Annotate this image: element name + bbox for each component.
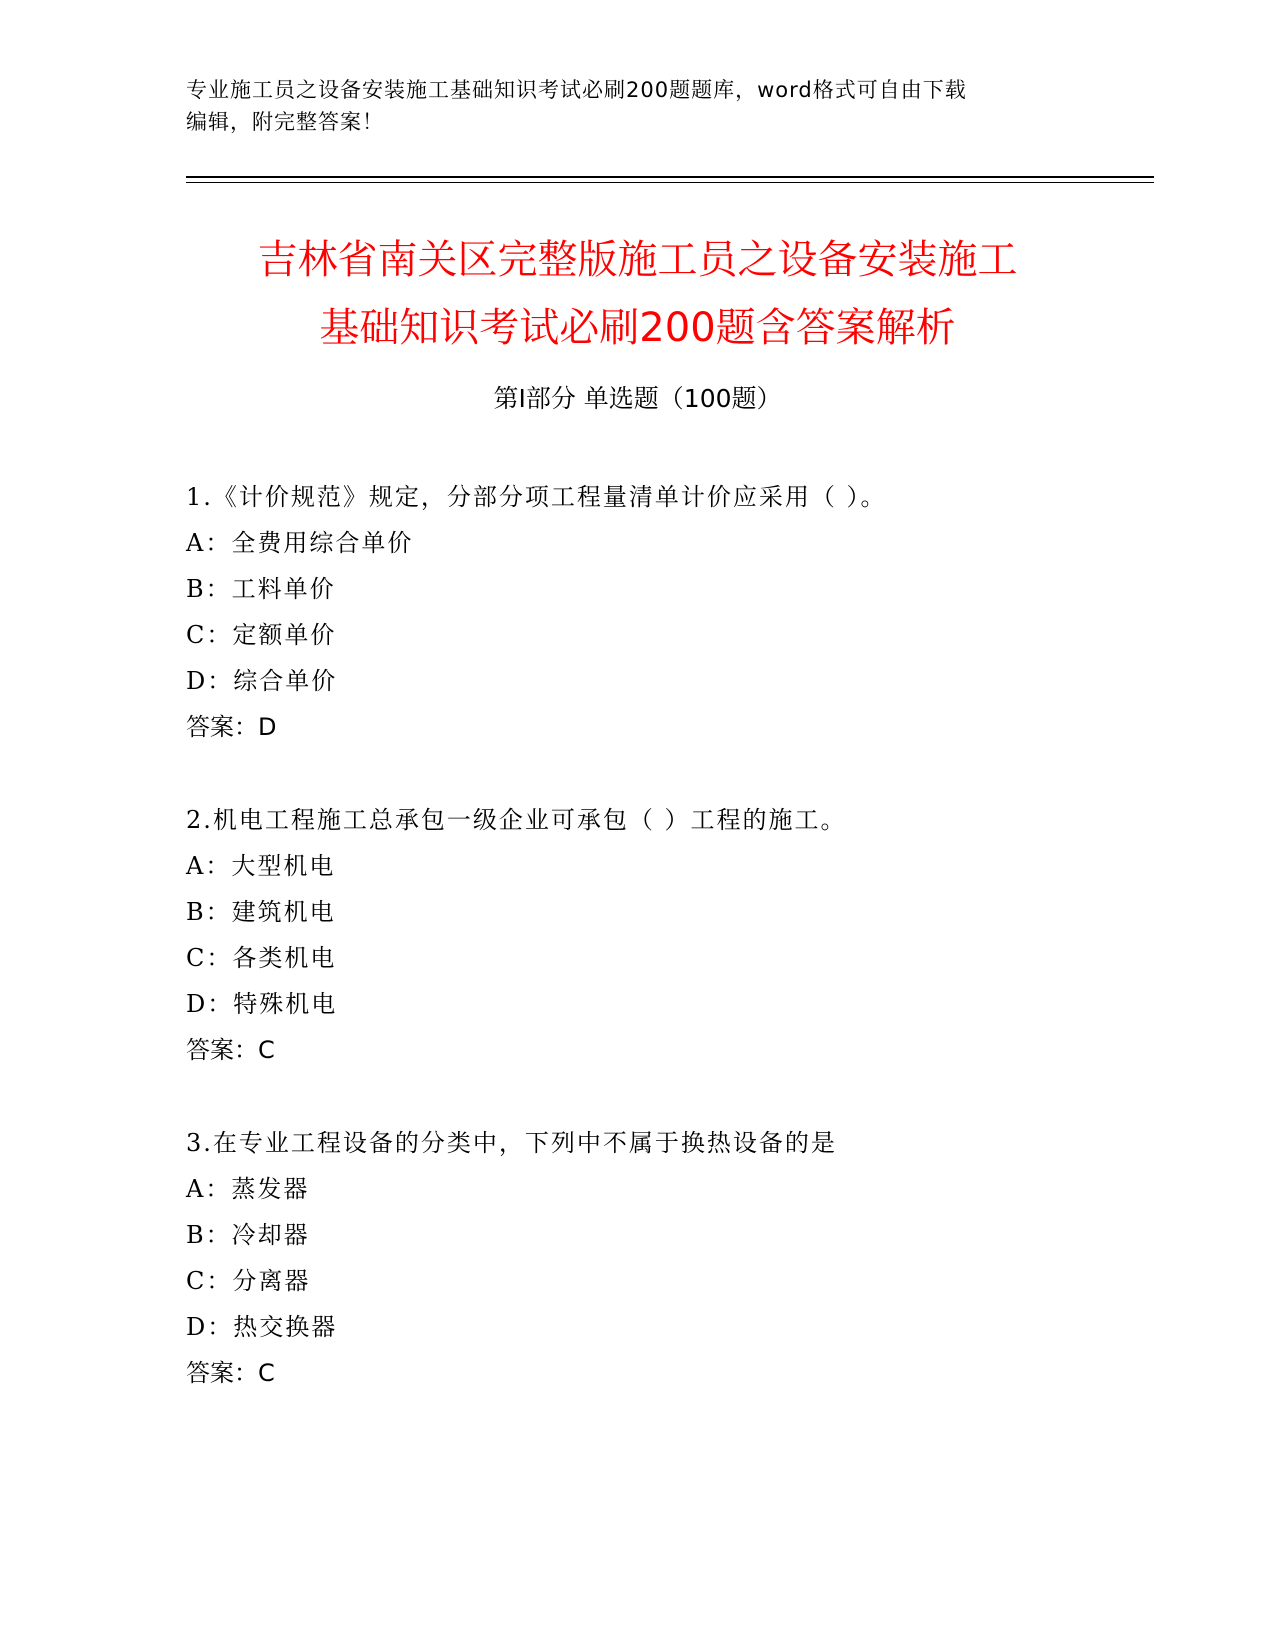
header-note bbox=[186, 74, 1066, 138]
document-title-line-2: 基础知识考试必刷200题含答案解析 bbox=[319, 305, 956, 351]
question-stem: 3.在专业工程设备的分类中，下列中不属于换热设备的是 bbox=[186, 1129, 837, 1157]
question-stem: 1.《计价规范》规定，分部分项工程量清单计价应采用（ ）。 bbox=[186, 483, 887, 511]
question-2 bbox=[186, 797, 1146, 1073]
section-title: 第Ⅰ部分 单选题（100题） bbox=[493, 384, 782, 413]
question-list bbox=[186, 474, 1146, 1443]
option-c: C：各类机电 bbox=[186, 944, 337, 972]
option-a: A：蒸发器 bbox=[186, 1175, 310, 1203]
answer: 答案：C bbox=[186, 1036, 275, 1064]
header-note-line-1: 专业施工员之设备安装施工基础知识考试必刷200题题库，word格式可自由下载 bbox=[186, 78, 967, 102]
option-b: B：工料单价 bbox=[186, 575, 336, 603]
question-stem: 2.机电工程施工总承包一级企业可承包（ ）工程的施工。 bbox=[186, 806, 847, 834]
option-d: D：特殊机电 bbox=[186, 990, 338, 1018]
option-a: A：大型机电 bbox=[186, 852, 336, 880]
header-divider-thin bbox=[186, 182, 1154, 183]
option-a: A：全费用综合单价 bbox=[186, 529, 414, 557]
answer: 答案：D bbox=[186, 713, 277, 741]
question-1 bbox=[186, 474, 1146, 750]
option-d: D：热交换器 bbox=[186, 1313, 338, 1341]
header-divider-thick bbox=[186, 176, 1154, 178]
option-c: C：分离器 bbox=[186, 1267, 311, 1295]
answer: 答案：C bbox=[186, 1359, 275, 1387]
option-b: B：建筑机电 bbox=[186, 898, 336, 926]
question-3 bbox=[186, 1120, 1146, 1396]
option-d: D：综合单价 bbox=[186, 667, 338, 695]
option-b: B：冷却器 bbox=[186, 1221, 310, 1249]
option-c: C：定额单价 bbox=[186, 621, 337, 649]
header-note-line-2: 编辑，附完整答案！ bbox=[186, 110, 384, 134]
document-title bbox=[120, 226, 1155, 362]
document-title-line-1: 吉林省南关区完整版施工员之设备安装施工 bbox=[257, 237, 1018, 283]
